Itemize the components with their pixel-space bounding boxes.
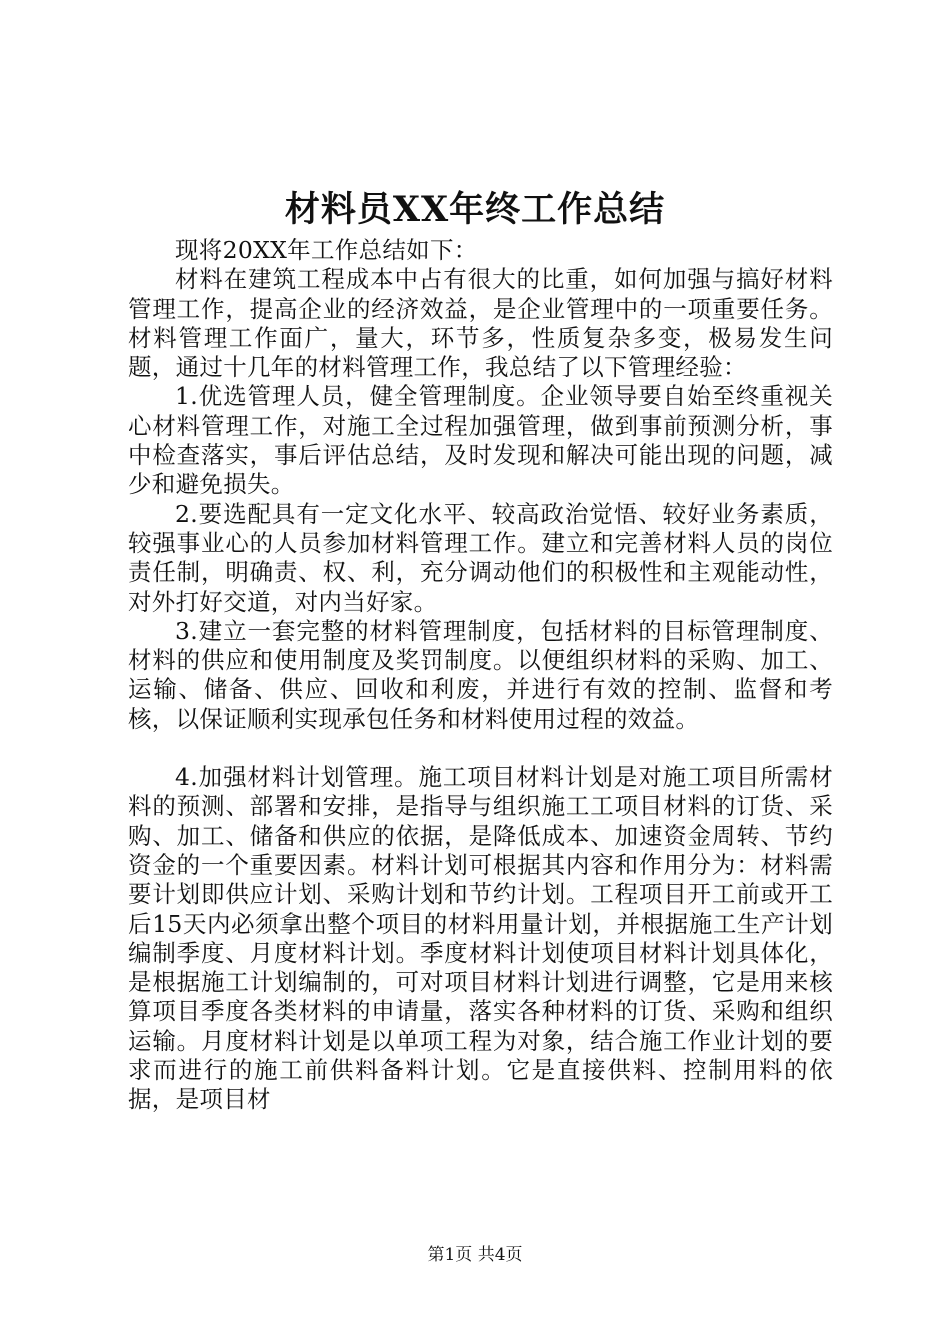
- document-title: 材料员XX年终工作总结: [284, 189, 666, 230]
- paragraph-item-1: 1.优选管理人员，健全管理制度。企业领导要自始至终重视关心材料管理工作，对施工全过程加强管理，做到事前预测分析，事中检查落实，事后评估总结，及时发现和解决可能出现的问题，减少和避免损失。: [128, 382, 833, 499]
- page-number-footer: 第1页 共4页: [427, 1245, 523, 1265]
- paragraph-overview: 材料在建筑工程成本中占有很大的比重，如何加强与搞好材料管理工作，提高企业的经济效益，是企业管理中的一项重要任务。材料管理工作面广，量大，环节多，性质复杂多变，极易发生问题，通过十几年的材料管理工作，我总结了以下管理经验：: [128, 265, 833, 382]
- paragraph-intro: 现将20XX年工作总结如下：: [175, 236, 478, 264]
- paragraph-item-4: 4.加强材料计划管理。施工项目材料计划是对施工项目所需材料的预测、部署和安排，是指导与组织施工工项目材料的订货、采购、加工、储备和供应的依据，是降低成本、加速资金周转、节约资金的一个重要因素。材料计划可根据其内容和作用分为：材料需要计划即供应计划、采购计划和节约计划。工程项目开工前或开工后15天内必须拿出整个项目的材料用量计划，并根据施工生产计划编制季度、月度材料计划。季度材料计划使项目材料计划具体化，是根据施工计划编制的，可对项目材料计划进行调整，它是用来核算项目季度各类材料的申请量，落实各种材料的订货、采购和组织运输。月度材料计划是以单项工程为对象，结合施工作业计划的要求而进行的施工前供料备料计划。它是直接供料、控制用料的依据，是项目材: [128, 763, 833, 1114]
- document-body: [128, 236, 833, 1115]
- paragraph-item-3: 3.建立一套完整的材料管理制度，包括材料的目标管理制度、材料的供应和使用制度及奖罚制度。以便组织材料的采购、加工、运输、储备、供应、回收和利废，并进行有效的控制、监督和考核，以保证顺利实现承包任务和材料使用过程的效益。: [128, 616, 833, 733]
- paragraph-item-2: 2.要选配具有一定文化水平、较高政治觉悟、较好业务素质，较强事业心的人员参加材料管理工作。建立和完善材料人员的岗位责任制，明确责、权、利，充分调动他们的积极性和主观能动性，对外打好交道，对内当好家。: [128, 499, 833, 616]
